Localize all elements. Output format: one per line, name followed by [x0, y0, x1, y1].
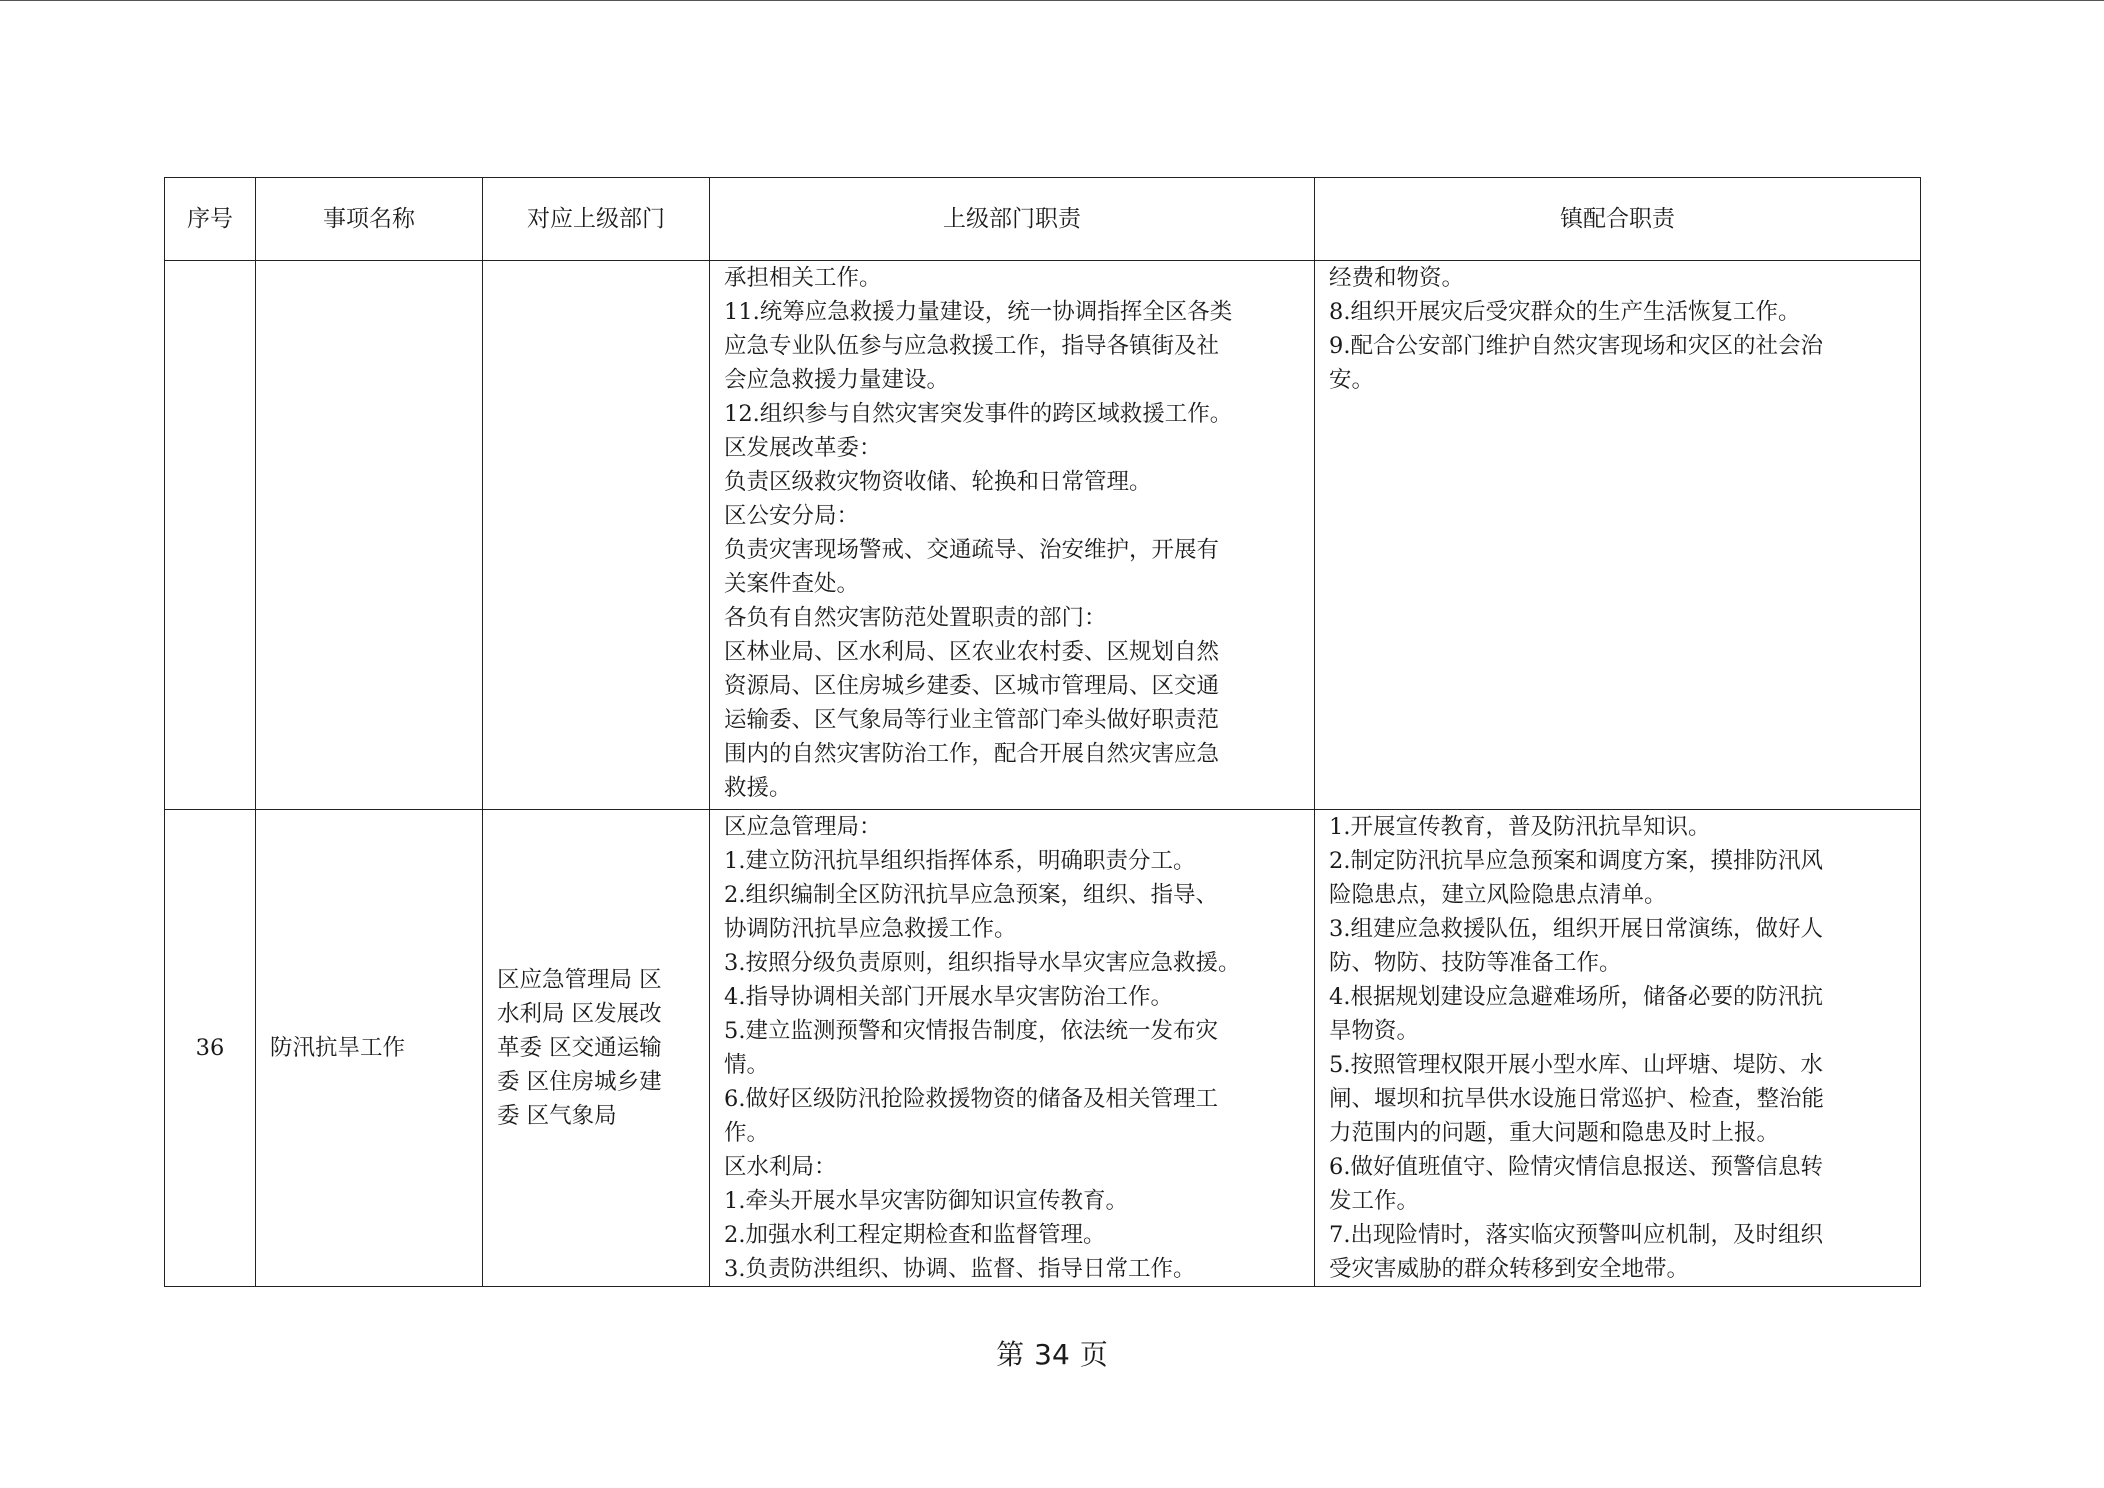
text-line: 区应急管理局：	[724, 814, 882, 840]
page-footer	[0, 1333, 2104, 1373]
cell-town-duty	[1315, 810, 1921, 1287]
text-line: 5.建立监测预警和灾情报告制度，依法统一发布灾	[724, 1018, 1218, 1044]
text-line: 3.按照分级负责原则，组织指导水旱灾害应急救援。	[724, 950, 1241, 976]
text-line: 情。	[724, 1052, 770, 1078]
upper-dept-lines	[497, 963, 695, 1133]
text-line: 委 区气象局	[497, 1103, 617, 1129]
town-duty-lines	[1329, 810, 1906, 1286]
cell-town-duty	[1315, 261, 1921, 810]
text-line: 6.做好值班值守、险情灾情信息报送、预警信息转	[1329, 1154, 1823, 1180]
cell-upper-duty	[710, 261, 1315, 810]
text-line: 6.做好区级防汛抢险救援物资的储备及相关管理工	[724, 1086, 1218, 1112]
text-line: 7.出现险情时，落实临灾预警叫应机制，及时组织	[1329, 1222, 1823, 1248]
text-line: 险隐患点，建立风险隐患点清单。	[1329, 882, 1667, 908]
header-upper-dept: 对应上级部门	[483, 178, 710, 261]
text-line: 8.组织开展灾后受灾群众的生产生活恢复工作。	[1329, 299, 1801, 325]
cell-item-name	[256, 261, 483, 810]
text-line: 会应急救援力量建设。	[724, 367, 950, 393]
text-line: 区发展改革委：	[724, 435, 882, 461]
text-line: 4.指导协调相关部门开展水旱灾害防治工作。	[724, 984, 1173, 1010]
text-line: 区公安分局：	[724, 503, 860, 529]
text-line: 区应急管理局 区	[497, 967, 662, 993]
text-line: 2.加强水利工程定期检查和监督管理。	[724, 1222, 1106, 1248]
text-line: 1.开展宣传教育，普及防汛抗旱知识。	[1329, 814, 1711, 840]
text-line: 1.建立防汛抗旱组织指挥体系，明确职责分工。	[724, 848, 1196, 874]
text-line: 救援。	[724, 775, 792, 801]
upper-duty-lines	[724, 810, 1300, 1286]
text-line: 负责灾害现场警戒、交通疏导、治安维护，开展有	[724, 537, 1220, 563]
cell-upper-dept	[483, 261, 710, 810]
footer-prefix: 第	[996, 1338, 1025, 1371]
text-line: 区林业局、区水利局、区农业农村委、区规划自然	[724, 639, 1220, 665]
cell-upper-dept	[483, 810, 710, 1287]
text-line: 力范围内的问题，重大问题和隐患及时上报。	[1329, 1120, 1780, 1146]
text-line: 关案件查处。	[724, 571, 860, 597]
header-seq: 序号	[165, 178, 256, 261]
text-line: 12.组织参与自然灾害突发事件的跨区域救援工作。	[724, 401, 1233, 427]
text-line: 承担相关工作。	[724, 265, 882, 291]
table-header-row	[165, 178, 1921, 261]
cell-seq: 36	[165, 810, 256, 1287]
text-line: 11.统筹应急救援力量建设，统一协调指挥全区各类	[724, 299, 1233, 325]
text-line: 区水利局：	[724, 1154, 837, 1180]
text-line: 防、物防、技防等准备工作。	[1329, 950, 1622, 976]
duty-table	[164, 177, 1921, 1287]
text-line: 协调防汛抗旱应急救援工作。	[724, 916, 1017, 942]
text-line: 闸、堰坝和抗旱供水设施日常巡护、检查，整治能	[1329, 1086, 1825, 1112]
text-line: 水利局 区发展改	[497, 1001, 662, 1027]
text-line: 作。	[724, 1120, 770, 1146]
text-line: 9.配合公安部门维护自然灾害现场和灾区的社会治	[1329, 333, 1823, 359]
text-line: 2.制定防汛抗旱应急预案和调度方案，摸排防汛风	[1329, 848, 1823, 874]
text-line: 5.按照管理权限开展小型水库、山坪塘、堤防、水	[1329, 1052, 1823, 1078]
text-line: 应急专业队伍参与应急救援工作，指导各镇街及社	[724, 333, 1220, 359]
text-line: 围内的自然灾害防治工作，配合开展自然灾害应急	[724, 741, 1220, 767]
text-line: 各负有自然灾害防范处置职责的部门：	[724, 605, 1107, 631]
cell-item-name: 防汛抗旱工作	[256, 810, 483, 1287]
text-line: 资源局、区住房城乡建委、区城市管理局、区交通	[724, 673, 1220, 699]
text-line: 3.负责防洪组织、协调、监督、指导日常工作。	[724, 1256, 1196, 1282]
text-line: 运输委、区气象局等行业主管部门牵头做好职责范	[724, 707, 1220, 733]
header-town-duty: 镇配合职责	[1315, 178, 1921, 261]
text-line: 委 区住房城乡建	[497, 1069, 662, 1095]
table-row	[165, 261, 1921, 810]
text-line: 发工作。	[1329, 1188, 1420, 1214]
header-upper-duty: 上级部门职责	[710, 178, 1315, 261]
text-line: 旱物资。	[1329, 1018, 1420, 1044]
text-line: 安。	[1329, 367, 1375, 393]
text-line: 2.组织编制全区防汛抗旱应急预案，组织、指导、	[724, 882, 1218, 908]
upper-duty-lines	[724, 261, 1300, 805]
text-line: 革委 区交通运输	[497, 1035, 662, 1061]
top-border-line	[0, 0, 2104, 1]
text-line: 3.组建应急救援队伍，组织开展日常演练，做好人	[1329, 916, 1823, 942]
text-line: 经费和物资。	[1329, 265, 1465, 291]
text-line: 1.牵头开展水旱灾害防御知识宣传教育。	[724, 1188, 1128, 1214]
page-number: 34	[1034, 1338, 1070, 1371]
table-row	[165, 810, 1921, 1287]
town-duty-lines	[1329, 261, 1906, 397]
cell-seq	[165, 261, 256, 810]
header-item-name: 事项名称	[256, 178, 483, 261]
text-line: 受灾害威胁的群众转移到安全地带。	[1329, 1256, 1690, 1282]
footer-suffix: 页	[1079, 1338, 1108, 1371]
text-line: 负责区级救灾物资收储、轮换和日常管理。	[724, 469, 1152, 495]
text-line: 4.根据规划建设应急避难场所，储备必要的防汛抗	[1329, 984, 1823, 1010]
cell-upper-duty	[710, 810, 1315, 1287]
